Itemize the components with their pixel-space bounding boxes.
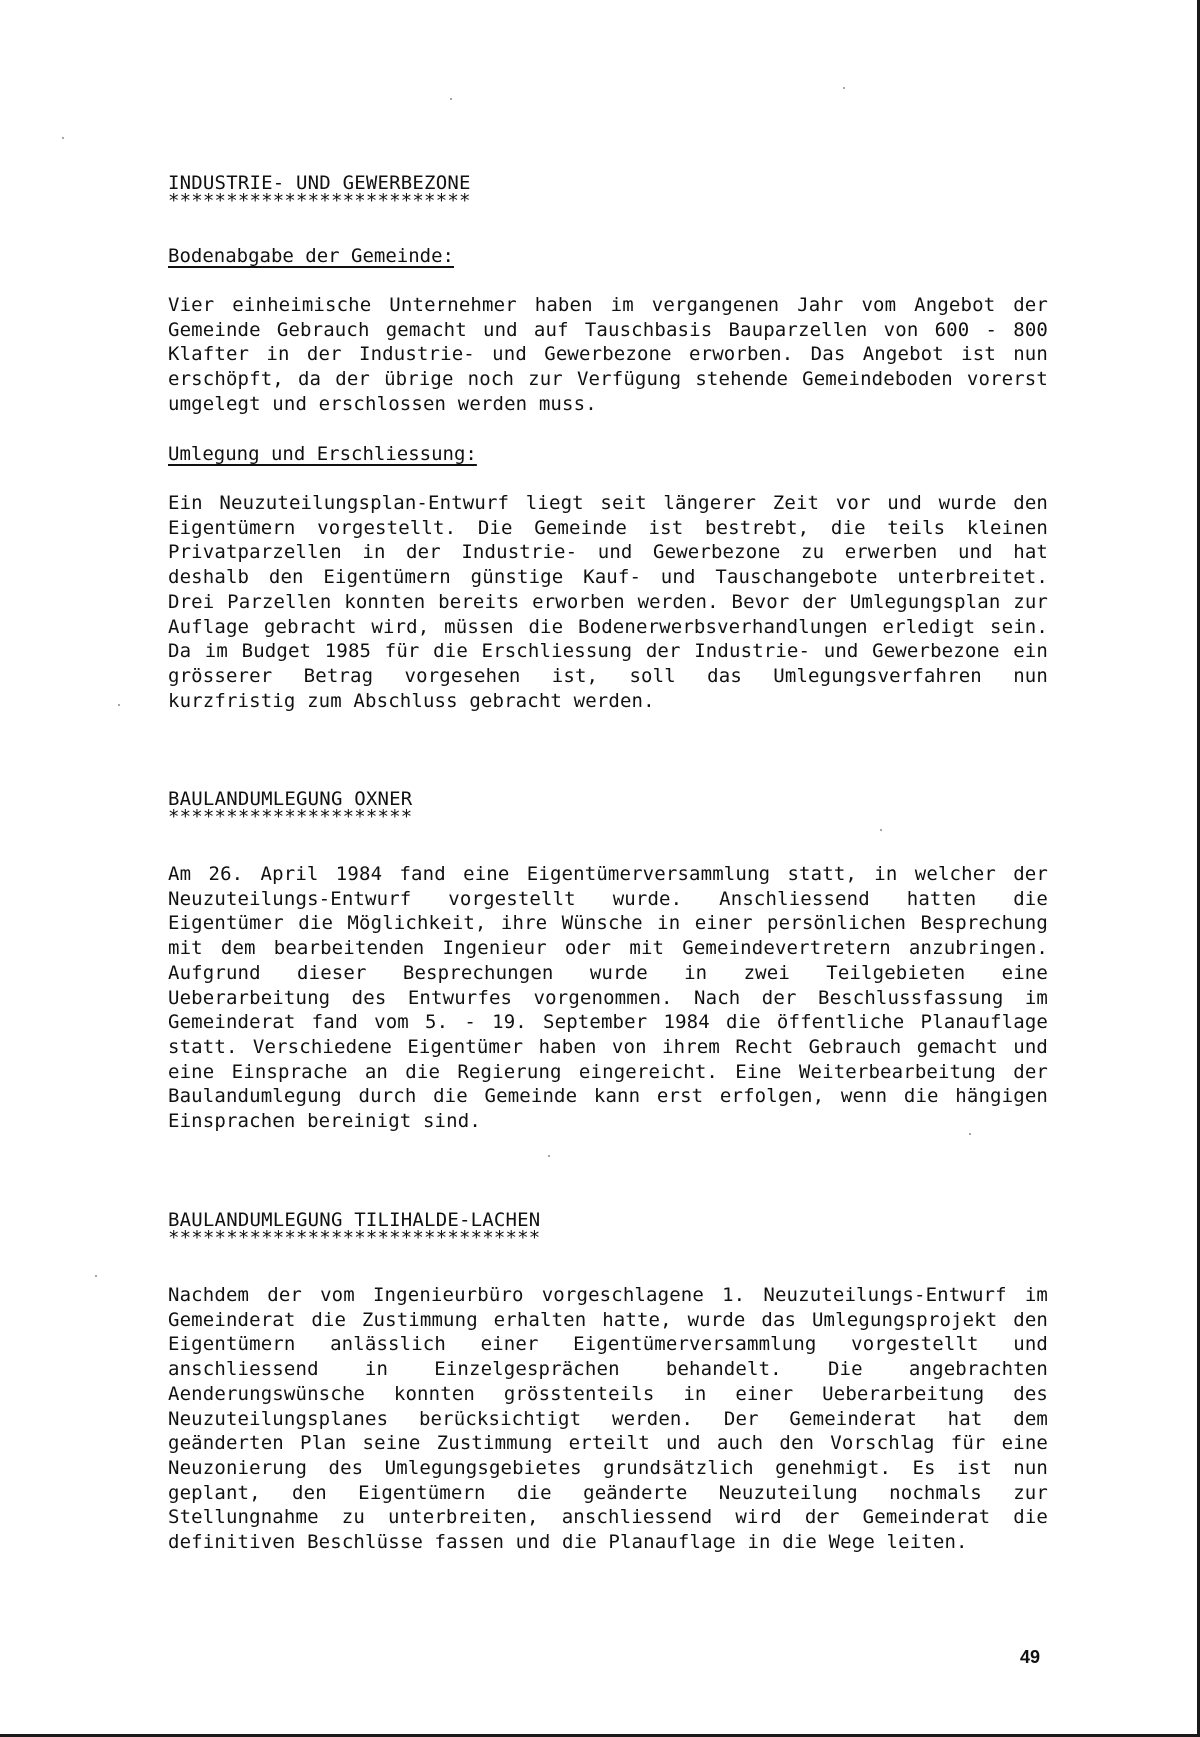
paragraph-tilihalde — [168, 1283, 1048, 1555]
paragraph-text: Vier einheimische Unternehmer haben im vergangenen Jahr vom Angebot der Gemeinde Gebrauch gemacht und auf Tauschbasis Bauparzellen von 600 - 800 Klafter in der Industrie- und Gewerbezone erworben. Das Angebot ist nun erschöpft, da der übrige noch zur Verfügung stehende Gemeindeboden vorerst umgelegt und erschlossen werden muss. — [168, 294, 1048, 415]
section-oxner — [168, 788, 1048, 828]
scan-speck — [880, 829, 882, 831]
scan-speck — [62, 137, 64, 139]
paragraph-text: Am 26. April 1984 fand eine Eigentümerversammlung statt, in welcher der Neuzuteilungs-Entwurf vorgestellt wurde. Anschliessend hatten die Eigentümer die Möglichkeit, ihre Wünsche in einer persönlichen Besprechung mit dem bearbeitenden Ingenieur oder mit Gemeindevertretern anzubringen. Aufgrund dieser Besprechungen wurde in zwei Teilgebieten eine Ueberarbeitung des Entwurfes vorgenommen. Nach der Beschlussfassung im Gemeinderat fand vom 5. - 19. September 1984 die öffentliche Planauflage statt. Verschiedene Eigentümer haben von ihrem Recht Gebrauch gemacht und eine Einsprache an die Regierung eingereicht. Eine Weiterbearbeitung der Baulandumlegung durch die Gemeinde kann erst erfolgen, wenn die hängigen Einsprachen bereinigt sind. — [168, 863, 1048, 1133]
paragraph-umlegung — [168, 491, 1048, 713]
subsection-umlegung — [168, 442, 1048, 466]
subsection-title: Umlegung und Erschliessung: — [168, 443, 477, 465]
subsection-title: Bodenabgabe der Gemeinde: — [168, 245, 454, 267]
subsection-bodenabgabe — [168, 244, 1048, 268]
heading-asterisk-rule: ********************* — [168, 806, 413, 828]
scan-speck — [450, 98, 452, 100]
paragraph-text: Ein Neuzuteilungsplan-Entwurf liegt seit längerer Zeit vor und wurde den Eigentümern vorgestellt. Die Gemeinde ist bestrebt, die teils kleinen Privatparzellen in der Industrie- und Gewerbezone zu erwerben und hat deshalb den Eigentümern günstige Kauf- und Tauschangebote unterbreitet. Drei Parzellen konnten bereits erworben werden. Bevor der Umlegungsplan zur Auflage gebracht wird, müssen die Bodenerwerbsverhandlungen erledigt sein. Da im Budget 1985 für die Erschliessung der Industrie- und Gewerbezone ein grösserer Betrag vorgesehen ist, soll das Umlegungsverfahren nun kurzfristig zum Abschluss gebracht werden. — [168, 492, 1048, 712]
heading-asterisk-rule: ************************** — [168, 190, 471, 212]
paragraph-bodenabgabe — [168, 293, 1048, 417]
section-heading: INDUSTRIE- UND GEWERBEZONE — [168, 172, 471, 194]
scan-speck — [95, 1275, 97, 1277]
section-tilihalde — [168, 1209, 1048, 1249]
heading-asterisk-rule: ******************************** — [168, 1227, 541, 1249]
paragraph-oxner — [168, 862, 1048, 1134]
scan-speck — [843, 87, 845, 89]
scan-speck — [548, 1155, 550, 1157]
page-number: 49 — [1020, 1647, 1041, 1667]
section-industrie — [168, 172, 1048, 212]
scan-speck — [118, 704, 120, 706]
section-heading: BAULANDUMLEGUNG TILIHALDE-LACHEN — [168, 1209, 541, 1231]
paragraph-text: Nachdem der vom Ingenieurbüro vorgeschlagene 1. Neuzuteilungs-Entwurf im Gemeinderat die Zustimmung erhalten hatte, wurde das Umlegungsprojekt den Eigentümern anlässlich einer Eigentümerversammlung vorgestellt und anschliessend in Einzelgesprächen behandelt. Die angebrachten Aenderungswünsche konnten grösstenteils in einer Ueberarbeitung des Neuzuteilungsplanes berücksichtigt werden. Der Gemeinderat hat dem geänderten Plan seine Zustimmung erteilt und auch den Vorschlag für eine Neuzonierung des Umlegungsgebietes grundsätzlich genehmigt. Es ist nun geplant, den Eigentümern die geänderte Neuzuteilung nochmals zur Stellungnahme zu unterbreiten, anschliessend wird der Gemeinderat die definitiven Beschlüsse fassen und die Planauflage in die Wege leiten. — [168, 1284, 1048, 1554]
section-heading: BAULANDUMLEGUNG OXNER — [168, 788, 413, 810]
scan-speck — [969, 1133, 971, 1135]
